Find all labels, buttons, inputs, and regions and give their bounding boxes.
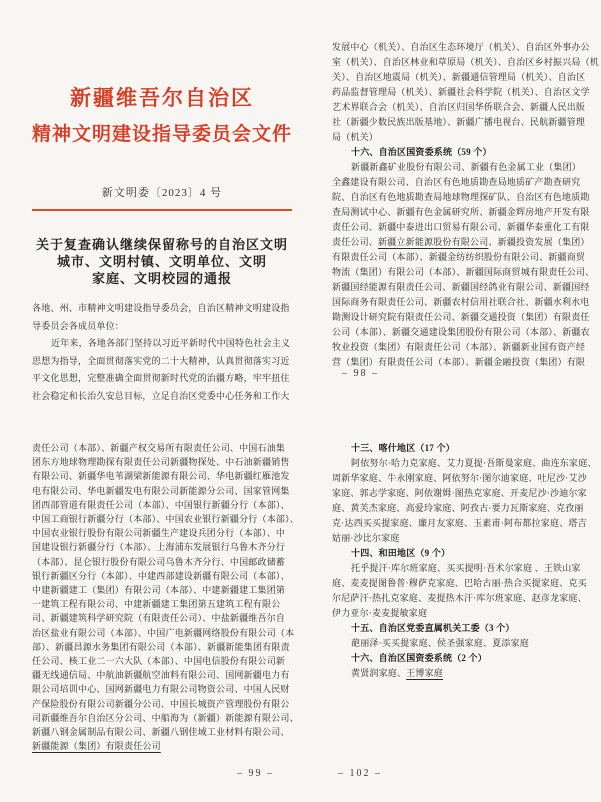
- text-line: 牧业投资（集团）有限责任公司（本部）、新疆新业国有资产经: [332, 342, 586, 352]
- text-line: 团东方地球物理勘探有限责任公司新疆物探处、中石油新疆销售: [32, 457, 290, 468]
- text-line: 全鑫建设有限公司、自治区有色地质勘查局地质矿产勘查研究: [332, 177, 581, 187]
- text-line: 中国农业银行股份有限公司新疆生产建设兵团分行（本部）、中: [32, 528, 286, 539]
- text-line: 尔尼萨汗·热扎克家庭、麦提热木汗·库尔班家庭、赵彦龙家庭、: [332, 593, 587, 603]
- text-line: 一建筑工程有限公司、中建新疆建工集团第五建筑工程有限公: [32, 599, 281, 610]
- text-line: 姑丽·沙比尔家庭: [332, 533, 400, 543]
- page-99-column: [32, 441, 300, 753]
- text-line: 银行新疆区分行（本部）、中建西部建设新疆有限公司（本部）、: [32, 570, 290, 581]
- text-line: 有限责任公司（本部）、新疆金纺纺织股份有限公司、新疆商贸: [332, 252, 586, 262]
- text-line: 电有限公司、华电新疆发电有限公司新能源分公司、国家管网集: [32, 485, 290, 496]
- text-line: 发展中心（机关）、自治区生态环境厅（机关）、自治区外事办公: [332, 42, 590, 52]
- section-heading: 十四、和田地区（9 个）: [351, 548, 451, 558]
- text-line: 药品监督管理局（机关）、新疆社会科学院（机关）、自治区文学: [332, 87, 590, 97]
- text-line: 国建设银行新疆分行（本部）、上海浦东发展银行乌鲁木齐分行: [32, 542, 286, 553]
- text-line: 疆无线通信局、中航油新疆航空油料有限公司、国网新疆电力有: [32, 670, 290, 681]
- text-line: 新疆国经能源有限责任公司、新疆国经鸽业有限公司、新疆国经: [332, 282, 590, 292]
- text-line: 物流（集团）有限公司（本部）、新疆国际商贸城有限责任公司、: [332, 267, 595, 277]
- text-line: 司新疆维吾尔自治区分公司、中船海为（新疆）新能源有限公司、: [32, 712, 299, 723]
- cover-body-text: [32, 300, 292, 406]
- text-line: 部）、新疆昌源水务集团有限公司（本部）、新疆新能集团有限责: [32, 641, 290, 652]
- text-line: 任公司、核工业二一六大队（本部）、中国电信股份有限公司新: [32, 656, 286, 667]
- underlined-name: 新疆立新能源股份有限公司: [378, 237, 489, 247]
- text-line: 各地、州、市精神文明建设指导委员会，自治区精神文明建设指: [32, 303, 290, 313]
- text-line: 导委员会各成员单位：: [32, 320, 125, 331]
- text-line: 关）、自治区地震局（机关）、新疆通信管理局（机关）、自治区: [332, 72, 586, 82]
- page-98-column: [332, 40, 600, 370]
- text-line: 限公司培训中心、国网新疆电力有限公司物资公司、中国人民财: [32, 684, 290, 695]
- letterhead-line2: 精神文明建设指导委员会文件: [32, 124, 293, 145]
- document-title: [32, 236, 292, 287]
- text-line: （本部）、昆仑银行股份有限公司乌鲁木齐分行、中国邮政储蓄: [32, 556, 286, 567]
- text-line: 中建新疆建工（集团）有限公司（本部）、中建新疆建工集团第: [32, 585, 286, 596]
- text-line: 托乎提汗·库尔班家庭、买买提明·吾术尔家庭 、王铁山家: [351, 563, 581, 573]
- text-line: 黄贤润家庭、王博家庭: [351, 668, 444, 678]
- text-line: 社（新疆少数民族出版基地）、新疆广播电视台、民航新疆管理: [332, 117, 586, 127]
- page-number-99: – 99 –: [237, 768, 274, 779]
- text-line: 勘测设计研究院有限责任公司、新疆交通投资（集团）有限责任: [332, 312, 590, 322]
- text-line: 营（集团）有限责任公司（本部）、新疆金融投资（集团）有限: [332, 357, 586, 367]
- text-line: 艺术界联合会（机关）、自治区归国华侨联合会、新疆人民出版: [332, 102, 586, 112]
- text-line: 有限公司、新疆华电苇湖梁新能源有限公司、华电新疆红雁池发: [32, 471, 290, 482]
- page-number-102: – 102 –: [338, 768, 382, 779]
- document-number: 新文明委〔2023〕4 号: [101, 187, 223, 199]
- text-line: 中国工商银行新疆分行（本部）、中国农业银行新疆分行（本部）、: [32, 514, 300, 525]
- text-line: 克·达西买买提家庭、廉月友家庭、玉素甫·阿布都拉家庭、塔吉: [332, 518, 587, 528]
- text-line: 平文化思想，完整准确全面贯彻新时代党的治疆方略，牢牢扭住: [32, 373, 290, 384]
- text-line: 公司（本部）、新疆交通建设集团股份有限公司（本部）、新疆农: [332, 327, 590, 337]
- text-line: 关于复查确认继续保留称号的自治区文明: [35, 237, 288, 252]
- text-line: 社会稳定和长治久安总目标，立足自治区党委中心任务和工作大: [32, 390, 290, 401]
- text-line: 家庭、文明校园的通报: [91, 271, 232, 286]
- text-line: 司、新疆建筑科学研究院（有限责任公司）、中盐新疆维吾尔自: [32, 613, 286, 624]
- text-line: 责任公司（本部）、新疆产权交易所有限责任公司、中国石油集: [32, 443, 286, 453]
- section-heading: 十五、自治区党委直属机关工委（3 个）: [351, 623, 515, 633]
- section-heading: 十三、喀什地区（17 个）: [351, 443, 455, 453]
- text-line: 阿依努尔·哈力克家庭、艾力夏提·吾斯曼家庭、曲连东家庭、: [351, 458, 597, 468]
- section-heading: 十六、自治区国资委系统（59 个）: [351, 147, 492, 157]
- text-line: 局（机关）: [332, 132, 379, 142]
- text-line: 国际商务有限责任公司、新疆农村信用社联合社、新疆水利水电: [332, 297, 590, 307]
- text-line: [32, 739, 294, 753]
- text-line: 近年来，各地各部门坚持以习近平新时代中国特色社会主义: [51, 338, 291, 349]
- text-line: 产保险股份有限公司新疆分公司、中国长城资产管理股份有限公: [32, 698, 290, 709]
- text-line: 庭、麦麦提图鲁普·穆萨克家庭、巴哈古丽·热合买提家庭、克买: [332, 578, 587, 588]
- text-line: 院、自治区有色地质勘查局地球物理探矿队、自治区有色地质勘: [332, 192, 590, 202]
- text-line: 家庭、郭志学家庭、阿依谢姆·图热克家庭、开麦尼沙·沙迪尔家: [332, 488, 587, 498]
- text-line: 责任公司、新疆中泰进出口贸易有限公司、新疆华泰重化工有限: [332, 222, 590, 232]
- text-line: 葩丽泽·买买提家庭、侯圣强家庭、夏添家庭: [351, 638, 529, 648]
- text-line: 新疆新鑫矿业股份有限公司、新疆有色金属工业（集团）: [351, 162, 582, 172]
- text-line: 治区盐业有限公司（本部）、中国广电新疆网络股份有限公司（本: [32, 627, 295, 638]
- page-102-column: [332, 441, 597, 681]
- red-divider: [32, 209, 292, 211]
- text-line: 周新华家庭、牛永刚家庭、阿依努尔·图尔迪家庭、吐尼沙·艾沙: [332, 473, 587, 483]
- text-line: 思想为指导，全面贯彻落实党的二十大精神，认真贯彻落实习近: [32, 355, 290, 366]
- cover-page: [32, 0, 292, 406]
- underlined-name: 新疆能源（集团）有限责任公司: [32, 741, 161, 752]
- text-line: 责任公司、新疆立新能源股份有限公司、新疆投资发展（集团）: [332, 237, 590, 247]
- text-line: 查局测试中心、新疆有色金属研究所、新疆金辉房地产开发有限: [332, 207, 590, 217]
- page-number-98: – 98 –: [342, 368, 379, 379]
- text-line: 团西部管道有限责任公司（本部）、中国银行新疆分行（本部）、: [32, 499, 290, 510]
- text-line: 庭、黄芙杰家庭、高爱玲家庭、阿孜古·要力瓦斯家庭、克孜丽: [332, 503, 584, 513]
- text-line: 伊力亚尔·麦麦提敏家庭: [332, 608, 428, 618]
- text-line: 室（机关）、自治区林业和草原局（机关）、自治区乡村振兴局（机: [332, 57, 600, 67]
- underlined-name: 王博家庭: [406, 668, 444, 678]
- text-line: 城市、文明村镇、文明单位、文明: [56, 254, 267, 269]
- text-line: 新疆八钢金属制品有限公司、新疆八钢佳域工业材料有限公司、: [32, 727, 290, 738]
- letterhead-line1: 新疆维吾尔自治区: [70, 86, 254, 110]
- section-heading: 十六、自治区国资委系统（2 个）: [351, 653, 487, 663]
